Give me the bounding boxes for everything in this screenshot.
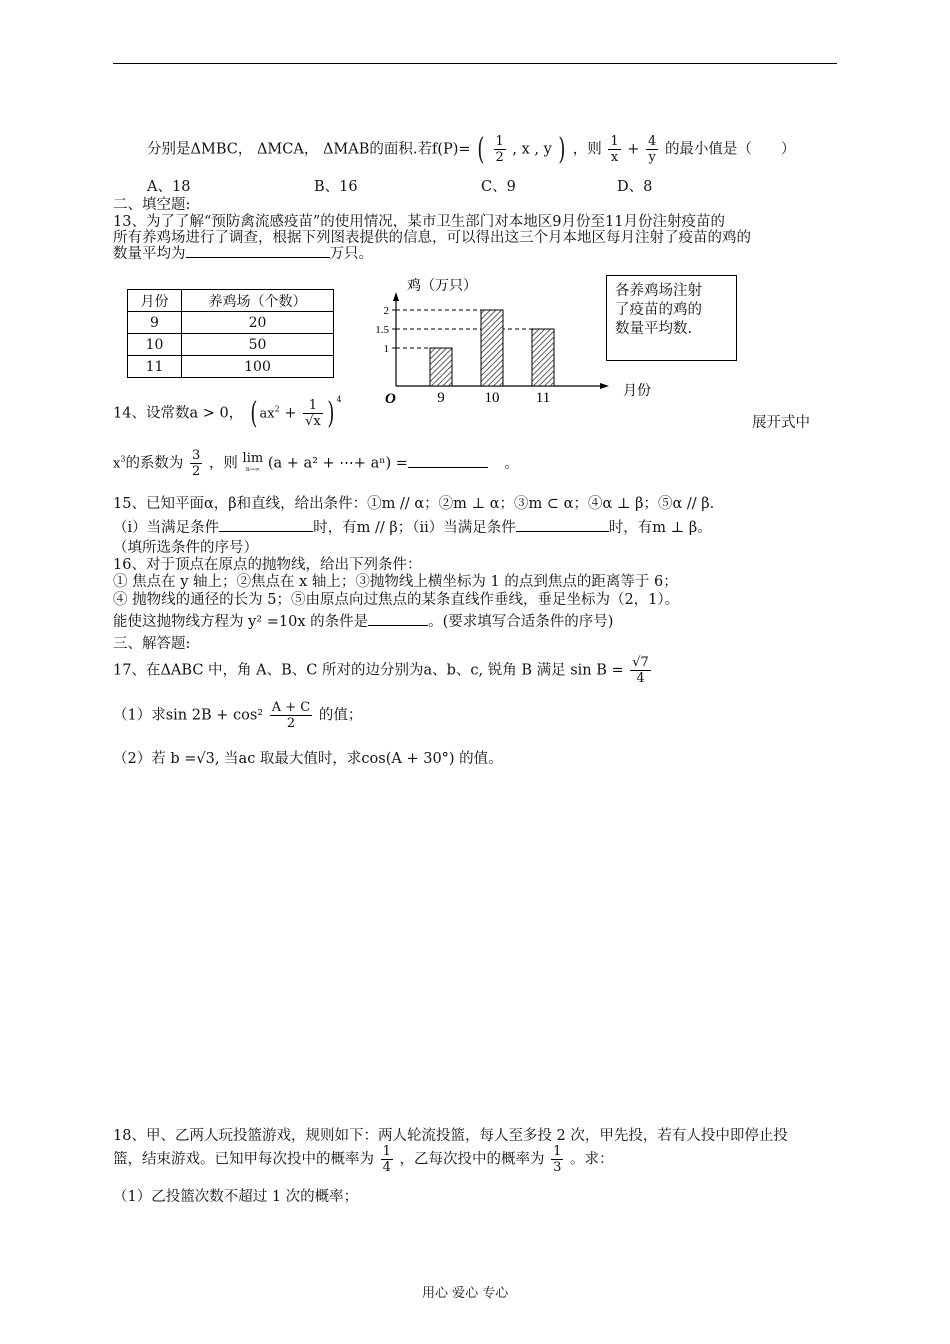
q16-line-1: 16、对于顶点在原点的抛物线，给出下列条件： <box>113 557 422 573</box>
fraction-denominator: √x <box>305 414 321 429</box>
q18-text: 。求： <box>570 1151 614 1168</box>
note-line: 了疫苗的鸡的 <box>615 302 702 318</box>
fraction-denominator: 4 <box>382 1160 391 1175</box>
q13-line-2: 所有养鸡场进行了调查，根据下列图表提供的信息，可以得出这三个月本地区每月注射了疫苗的鸡的 <box>113 230 751 246</box>
table-cell: 100 <box>182 356 334 378</box>
note-line: 各养鸡场注射 <box>615 283 702 299</box>
q14-line-1 <box>113 394 342 431</box>
fraction-numerator: 3 <box>192 448 201 463</box>
limit-symbol: lim <box>242 450 264 466</box>
q17-line-1 <box>113 655 653 686</box>
q13-unit: 万只。 <box>329 246 373 262</box>
q13-line-1: 13、为了了解“预防禽流感疫苗”的使用情况，某市卫生部门对本地区9月份至11月份注射疫苗的 <box>113 214 725 230</box>
limit-expression: (a + a² + ⋯+ aⁿ) = <box>267 455 408 472</box>
table-row <box>128 312 334 334</box>
q18-fraction-2 <box>551 1144 563 1175</box>
q18-line-2 <box>113 1144 614 1175</box>
q13-text: 数量平均为 <box>113 246 186 262</box>
exponent: 4 <box>336 394 342 404</box>
fraction-denominator: y <box>648 150 656 165</box>
answer-blank[interactable] <box>219 519 313 532</box>
plus-sign: + <box>284 405 297 422</box>
answer-blank[interactable] <box>408 455 488 468</box>
q17-part1-fraction <box>270 700 313 731</box>
x-tick-label: 10 <box>484 390 500 406</box>
q12-tuple-rest: , x , y <box>512 141 552 158</box>
q17-text: 17、在ΔABC 中，角 A、B、C 所对的边分别为a、b、c, 锐角 B 满足 sin B = <box>113 662 624 679</box>
q14-end: 。 <box>504 455 520 472</box>
exponent: 2 <box>274 404 280 414</box>
q18-line-1: 18、甲、乙两人玩投篮游戏，规则如下：两人轮流投篮，每人至多投 2 次，甲先投，若有人投中即停止投 <box>113 1128 788 1144</box>
q14-line-2 <box>113 448 519 479</box>
choice-a: A、18 <box>147 179 191 195</box>
q14-fraction <box>303 398 323 429</box>
y-tick-label: 2 <box>383 305 389 317</box>
fraction-denominator: 2 <box>286 716 296 731</box>
fraction-denominator: 3 <box>553 1160 562 1175</box>
right-paren: ) <box>327 395 335 431</box>
q12-fraction-1 <box>608 134 620 165</box>
q18-text: 篮，结束游戏。已知甲每次投中的概率为 <box>113 1151 374 1168</box>
fraction-denominator: x <box>610 150 619 165</box>
q14-coef-fraction <box>190 448 202 479</box>
right-paren: ) <box>558 131 566 167</box>
table-cell: 11 <box>128 356 182 378</box>
note-line: 数量平均数. <box>615 321 693 337</box>
q16-line-2: ① 焦点在 y 轴上；②焦点在 x 轴上；③抛物线上横坐标为 1 的点到焦点的距离等于 6； <box>113 574 678 590</box>
fraction-denominator: 2 <box>192 464 201 479</box>
note-box <box>606 275 737 361</box>
x-axis-label: 月份 <box>623 384 651 399</box>
table-cell: 20 <box>182 312 334 334</box>
q15-line-3: （填所选条件的序号） <box>113 540 258 556</box>
q16-line-4 <box>113 610 613 631</box>
q16-line-3: ④ 抛物线的通径的长为 5；⑤由原点向过焦点的某条直线作垂线，垂足坐标为（2，1）。 <box>113 592 680 608</box>
x-tick-label: 9 <box>437 390 445 406</box>
header-rule <box>113 63 837 64</box>
bar <box>532 329 554 386</box>
q15-text: 时，有m ⊥ β。 <box>608 520 712 536</box>
table-header: 月份 <box>128 290 182 312</box>
q14-right-text: 展开式中 <box>752 415 810 431</box>
fraction-numerator: 4 <box>648 134 657 149</box>
q18-fraction-1 <box>381 1144 393 1175</box>
page-footer: 用心 爱心 专心 <box>422 1286 509 1301</box>
table-row <box>128 356 334 378</box>
q12-text: 分别是ΔMBC， ΔMCA， ΔMAB的面积.若f(P)= <box>147 141 471 158</box>
y-tick-label: 1.5 <box>375 324 389 336</box>
section-fill-in-heading: 二、填空题: <box>113 197 191 213</box>
answer-blank[interactable] <box>186 245 330 258</box>
q14-text: 的系数为 <box>125 455 184 472</box>
q14-expr: ax <box>259 406 275 422</box>
plus-sign: + <box>627 141 640 158</box>
q17-text: （1）求sin 2B + cos² <box>113 707 264 724</box>
q18-line-3: （1）乙投篮次数不超过 1 次的概率； <box>113 1189 359 1205</box>
origin-label: O <box>385 391 396 407</box>
q14-x: x <box>113 456 121 472</box>
q14-text: ，则 <box>208 455 238 472</box>
x-tick-label: 11 <box>535 390 551 406</box>
exponent: 3 <box>120 454 126 464</box>
q17-fraction <box>630 655 651 686</box>
choice-b: B、16 <box>314 179 358 195</box>
q12-fraction-2 <box>646 134 658 165</box>
q15-text: 时，有m // β；（ii）当满足条件 <box>313 520 516 536</box>
choice-d: D、8 <box>617 179 653 195</box>
table-cell: 10 <box>128 334 182 356</box>
q15-line-2 <box>113 516 712 537</box>
answer-blank[interactable] <box>368 613 428 626</box>
q17-text: 的值； <box>318 707 363 724</box>
x-axis-arrow-icon <box>600 383 609 389</box>
y-axis-label: 鸡（万只） <box>407 279 477 294</box>
fraction-numerator: √7 <box>632 655 649 670</box>
q16-text: 。(要求填写合适条件的序号) <box>428 614 614 630</box>
answer-blank[interactable] <box>516 519 609 532</box>
bar-chart <box>375 272 651 412</box>
limit-subscript: n→∞ <box>245 465 260 473</box>
q15-text: （i）当满足条件 <box>113 520 220 536</box>
bar <box>481 310 503 386</box>
q12-tuple-fraction <box>494 134 506 165</box>
table-header-row <box>128 290 334 312</box>
y-axis-arrow-icon <box>393 292 399 301</box>
fraction-numerator: 1 <box>495 134 504 149</box>
left-paren: ( <box>477 131 485 167</box>
choice-c: C、9 <box>481 179 516 195</box>
q12-tail: 的最小值是（ ） <box>664 141 796 158</box>
q17-part-2: （2）若 b =√3, 当ac 取最大值时，求cos(A + 30°) 的值。 <box>113 751 503 767</box>
q12-line <box>147 131 796 167</box>
fraction-denominator: 4 <box>636 671 645 686</box>
q14-text: 14、设常数a > 0， <box>113 405 244 422</box>
q12-then: ，则 <box>572 141 602 158</box>
q13-line-3 <box>113 242 373 263</box>
section-solve-heading: 三、解答题: <box>113 636 191 652</box>
fraction-numerator: 1 <box>610 134 619 149</box>
chicken-farm-table <box>127 289 334 378</box>
table-cell: 9 <box>128 312 182 334</box>
fraction-numerator: 1 <box>553 1144 562 1159</box>
fraction-numerator: A + C <box>271 700 311 715</box>
q18-text: ，乙每次投中的概率为 <box>399 1151 545 1168</box>
q16-text: 能使这抛物线方程为 y² =10x 的条件是 <box>113 614 369 630</box>
bar <box>430 348 452 386</box>
table-header: 养鸡场（个数） <box>182 290 334 312</box>
table-cell: 50 <box>182 334 334 356</box>
fraction-denominator: 2 <box>495 150 504 165</box>
table-row <box>128 334 334 356</box>
left-paren: ( <box>250 395 258 431</box>
q17-part-1 <box>113 700 362 731</box>
fraction-numerator: 1 <box>382 1144 391 1159</box>
q15-line-1: 15、已知平面α，β和直线，给出条件：①m // α；②m ⊥ α；③m ⊂ α；④α ⊥ β；⑤α // β. <box>113 496 715 512</box>
y-tick-label: 1 <box>383 343 389 355</box>
fraction-numerator: 1 <box>303 398 323 414</box>
